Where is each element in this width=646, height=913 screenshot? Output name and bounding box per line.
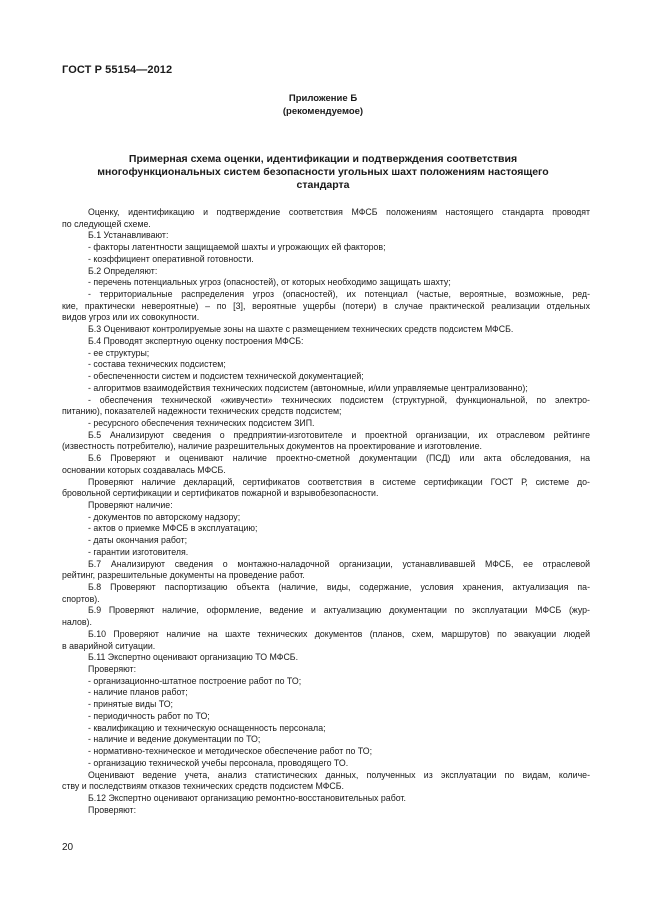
text-line: Б.8 Проверяют паспортизацию объекта (наличие, виды, содержание, условия хранения, актуализация па- bbox=[88, 582, 590, 592]
text-line: - обеспечения технической «живучести» технических подсистем (структурной, функциональной, по электро- bbox=[88, 394, 590, 405]
text-line: - даты окончания работ; bbox=[88, 535, 188, 546]
text-line: основании которых создавалась МФСБ. bbox=[62, 464, 226, 475]
text-line: Оценку, идентификацию и подтверждение соответствия МФСБ положениям настоящего стандарта проводят bbox=[88, 207, 590, 217]
text-line: - состава технических подсистем; bbox=[88, 359, 226, 370]
text-line: Проверяют наличие: bbox=[88, 499, 173, 510]
paragraph bbox=[62, 324, 590, 336]
text-line: Оценивают ведение учета, анализ статистических данных, полученных из эксплуатации по видам, количе- bbox=[88, 769, 590, 780]
body-text bbox=[62, 207, 590, 816]
paragraph bbox=[62, 289, 590, 324]
text-line: Б.10 Проверяют наличие на шахте технических документов (планов, схем, маршрутов) по эвакуации людей bbox=[88, 628, 590, 639]
text-line: Б.4 Проводят экспертную оценку построения МФСБ: bbox=[88, 335, 304, 346]
text-line: - нормативно-техническое и методическое обеспечение работ по ТО; bbox=[88, 746, 373, 757]
text-line: - гарантии изготовителя. bbox=[88, 546, 189, 557]
text-line: Б.6 Проверяют и оценивают наличие проектно-сметной документации (ПСД) или акта обследования, на bbox=[88, 453, 590, 464]
title-line: многофункциональных систем безопасности угольных шахт положениям настоящего bbox=[97, 166, 549, 178]
text-line: - периодичность работ по ТО; bbox=[88, 710, 210, 721]
paragraph bbox=[62, 758, 590, 770]
text-line: Проверяют наличие деклараций, сертификатов соответствия в системе сертификации ГОСТ Р, системе до- bbox=[88, 476, 590, 487]
text-line: Б.5 Анализируют сведения о предприятии-изготовителе и проектной организации, их отраслевом рейтинге bbox=[88, 429, 590, 440]
paragraph bbox=[62, 207, 590, 230]
paragraph bbox=[62, 559, 590, 582]
paragraph bbox=[62, 793, 590, 805]
paragraph bbox=[62, 277, 590, 289]
text-line: Б.12 Экспертно оценивают организацию ремонтно-восстановительных работ. bbox=[88, 792, 406, 803]
text-line: Б.2 Определяют: bbox=[88, 265, 158, 276]
text-line: - коэффициент оперативной готовности. bbox=[88, 253, 254, 264]
paragraph bbox=[62, 770, 590, 793]
annex-title: Приложение Б bbox=[288, 93, 358, 104]
paragraph bbox=[62, 395, 590, 418]
text-line: - наличие и ведение документации по ТО; bbox=[88, 734, 261, 745]
paragraph bbox=[62, 371, 590, 383]
paragraph bbox=[62, 723, 590, 735]
text-line: - факторы латентности защищаемой шахты и угрожающих ей факторов; bbox=[88, 242, 386, 253]
paragraph bbox=[62, 453, 590, 476]
text-line: Проверяют: bbox=[88, 664, 137, 675]
paragraph bbox=[62, 805, 590, 817]
paragraph bbox=[62, 242, 590, 254]
paragraph bbox=[62, 605, 590, 628]
text-line: Б.3 Оценивают контролируемые зоны на шахте с размещением технических средств подсистем МФСБ. bbox=[88, 324, 514, 335]
text-line: - актов о приемке МФСБ в эксплуатацию; bbox=[88, 523, 258, 534]
paragraph bbox=[62, 477, 590, 500]
paragraph bbox=[62, 629, 590, 652]
paragraph bbox=[62, 430, 590, 453]
paragraph bbox=[62, 535, 590, 547]
paragraph bbox=[62, 664, 590, 676]
paragraph bbox=[62, 746, 590, 758]
text-line: Б.9 Проверяют наличие, оформление, ведение и актуализацию документации по эксплуатации МФСБ (жур- bbox=[88, 605, 590, 616]
paragraph bbox=[62, 266, 590, 278]
title-line: Примерная схема оценки, идентификации и подтверждения соответствия bbox=[128, 153, 518, 165]
text-line: - обеспеченности систем и подсистем технической документацией; bbox=[88, 371, 364, 382]
annex-heading bbox=[62, 92, 584, 118]
text-line: - наличие планов работ; bbox=[88, 687, 188, 698]
text-line: Б.1 Устанавливают: bbox=[88, 230, 169, 241]
text-line: видов угроз или их совокупности. bbox=[62, 312, 200, 323]
text-line: - ресурсного обеспечения технических подсистем ЗИП. bbox=[88, 417, 315, 428]
text-line: - территориальные распределения угроз (опасностей), их потенциал (частые, вероятные, возможные, ред- bbox=[88, 289, 590, 300]
title-line: стандарта bbox=[296, 179, 350, 191]
annex-subtitle: (рекомендуемое) bbox=[282, 106, 364, 117]
paragraph bbox=[62, 676, 590, 688]
paragraph bbox=[62, 254, 590, 266]
paragraph bbox=[62, 336, 590, 348]
text-line: - документов по авторскому надзору; bbox=[88, 511, 241, 522]
document-code: ГОСТ Р 55154—2012 bbox=[62, 64, 173, 76]
text-line: питанию), показателей надежности технических средств подсистем; bbox=[62, 406, 342, 417]
paragraph bbox=[62, 687, 590, 699]
text-line: налов). bbox=[62, 617, 92, 628]
text-line: (известность потребителю), наличие разрешительных документов на проектирование и изготовление. bbox=[62, 441, 482, 452]
text-line: - ее структуры; bbox=[88, 347, 150, 358]
paragraph bbox=[62, 359, 590, 371]
text-line: - перечень потенциальных угроз (опасностей), от которых необходимо защищать шахту; bbox=[88, 277, 451, 288]
paragraph bbox=[62, 383, 590, 395]
paragraph bbox=[62, 512, 590, 524]
paragraph bbox=[62, 699, 590, 711]
text-line: бровольной сертификации и сертификатов пожарной и взрывобезопасности. bbox=[62, 488, 379, 499]
text-line: ству и последствиям отказов технических средств подсистем МФСБ. bbox=[62, 781, 344, 792]
paragraph bbox=[62, 523, 590, 535]
text-line: по следующей схеме. bbox=[62, 218, 151, 229]
paragraph bbox=[62, 547, 590, 559]
text-line: - алгоритмов взаимодействия технических подсистем (автономные, и/или управляемые централизованно); bbox=[88, 382, 528, 393]
paragraph bbox=[62, 734, 590, 746]
paragraph bbox=[62, 582, 590, 605]
paragraph bbox=[62, 652, 590, 664]
text-line: кие, практически невероятные) – по [3], вероятные ущербы (потери) в случае практической реализации отдельных bbox=[62, 300, 590, 311]
text-line: - принятые виды ТО; bbox=[88, 699, 174, 710]
paragraph bbox=[62, 230, 590, 242]
text-line: Б.7 Анализируют сведения о монтажно-наладочной организации, устанавливавшей МФСБ, ее отраслевой bbox=[88, 558, 590, 569]
text-line: в аварийной ситуации. bbox=[62, 640, 156, 651]
paragraph bbox=[62, 348, 590, 360]
text-line: - квалификацию и техническую оснащенность персонала; bbox=[88, 722, 326, 733]
paragraph bbox=[62, 711, 590, 723]
text-line: спортов). bbox=[62, 593, 100, 604]
text-line: рейтинг, разрешительные документы на проведение работ. bbox=[62, 570, 305, 581]
paragraph bbox=[62, 500, 590, 512]
text-line: Б.11 Экспертно оценивают организацию ТО МФСБ. bbox=[88, 652, 299, 663]
text-line: - организационно-штатное построение работ по ТО; bbox=[88, 675, 302, 686]
paragraph bbox=[62, 418, 590, 430]
section-title bbox=[62, 153, 584, 192]
text-line: - организацию технической учебы персонала, проводящего ТО. bbox=[88, 757, 349, 768]
page-number: 20 bbox=[62, 842, 74, 853]
text-line: Проверяют: bbox=[88, 804, 137, 815]
